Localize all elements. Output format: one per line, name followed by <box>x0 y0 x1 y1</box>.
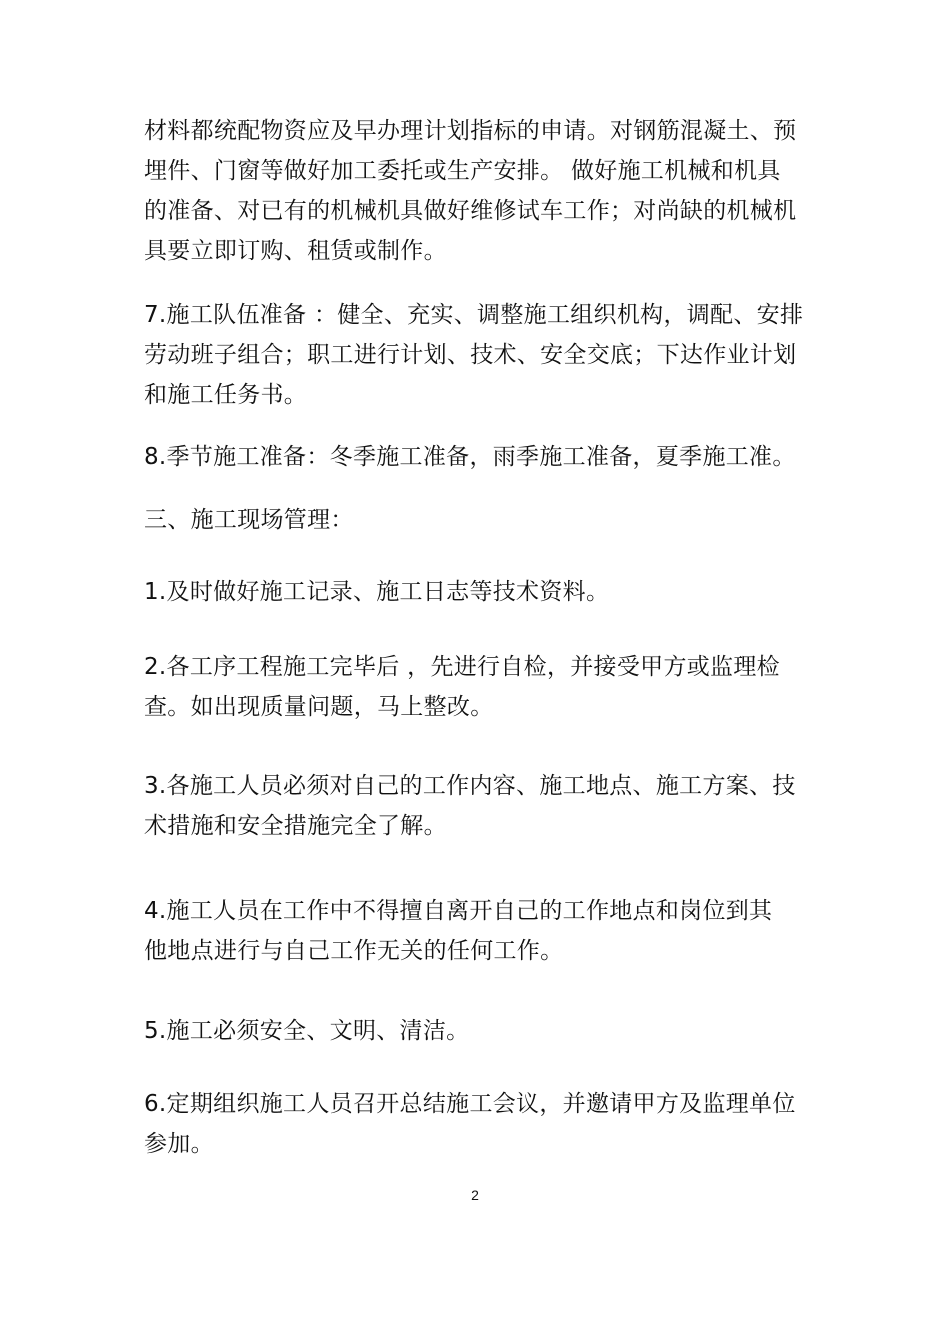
paragraph-item-8 <box>144 437 814 477</box>
text-line: 埋件、门窗等做好加工委托或生产安排。 做好施工机械和机具 <box>144 158 781 184</box>
paragraph-list-5 <box>144 1011 814 1051</box>
text-line: 8.季节施工准备：冬季施工准备，雨季施工准备，夏季施工准。 <box>144 444 796 470</box>
text-line: 的准备、对已有的机械机具做好维修试车工作；对尚缺的机械机 <box>144 198 797 224</box>
text-line: 4.施工人员在工作中不得擅自离开自己的工作地点和岗位到其 <box>144 898 773 924</box>
paragraph-list-3 <box>144 766 814 846</box>
paragraph-list-4 <box>144 891 814 971</box>
paragraph-list-2 <box>144 647 814 727</box>
text-line: 材料都统配物资应及早办理计划指标的申请。对钢筋混凝土、预 <box>144 118 797 144</box>
text-line: 6.定期组织施工人员召开总结施工会议，并邀请甲方及监理单位 <box>144 1091 796 1117</box>
text-line: 3.各施工人员必须对自己的工作内容、施工地点、施工方案、技 <box>144 773 796 799</box>
text-line: 2.各工序工程施工完毕后 ，先进行自检，并接受甲方或监理检 <box>144 654 780 680</box>
text-line: 三、施工现场管理： <box>144 507 354 533</box>
section-heading <box>144 500 814 540</box>
page-number: 2 <box>471 1187 479 1203</box>
text-line: 他地点进行与自己工作无关的任何工作。 <box>144 938 564 964</box>
text-line: 5.施工必须安全、文明、清洁。 <box>144 1018 470 1044</box>
paragraph-item-7 <box>144 295 814 415</box>
text-line: 参加。 <box>144 1131 214 1157</box>
paragraph-list-1 <box>144 572 814 612</box>
paragraph-materials <box>144 111 814 271</box>
text-line: 1.及时做好施工记录、施工日志等技术资料。 <box>144 579 610 605</box>
text-line: 术措施和安全措施完全了解。 <box>144 813 447 839</box>
text-line: 7.施工队伍准备 ：健全、充实、调整施工组织机构，调配、安排 <box>144 302 804 328</box>
text-line: 查。如出现质量问题，马上整改。 <box>144 694 494 720</box>
text-line: 和施工任务书。 <box>144 382 308 408</box>
paragraph-list-6 <box>144 1084 814 1164</box>
text-line: 劳动班子组合；职工进行计划、技术、安全交底；下达作业计划 <box>144 342 797 368</box>
text-line: 具要立即订购、租赁或制作。 <box>144 238 447 264</box>
